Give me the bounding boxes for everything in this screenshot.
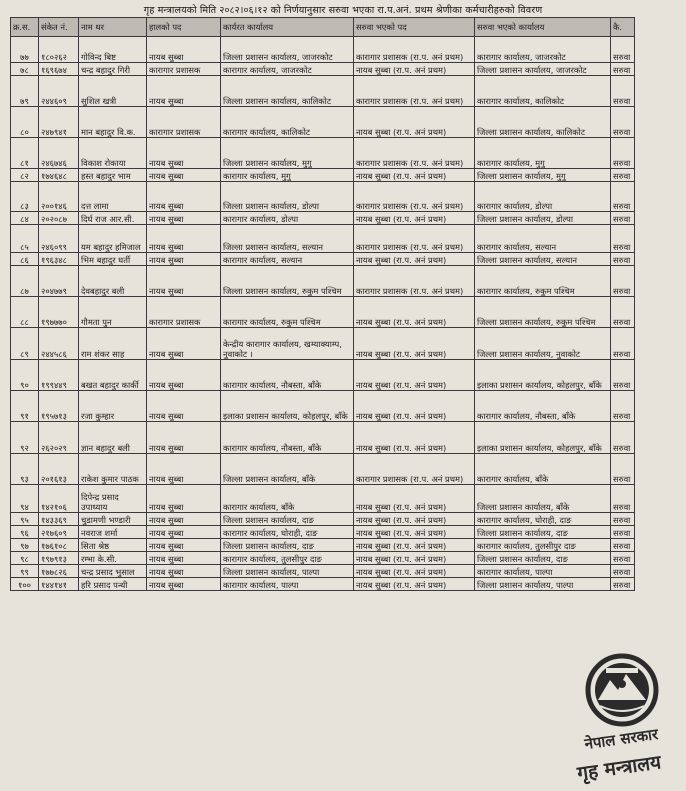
cell-remark: सरुवा	[611, 485, 635, 513]
cell-remark: सरुवा	[611, 138, 635, 169]
cell-office: कारागार कार्यालय, नौबस्ता, बाँके	[221, 360, 354, 391]
cell-code: २४४५८६	[39, 328, 79, 360]
cell-name: नवराज शर्मा	[79, 526, 147, 539]
cell-new-post: नायब सुब्बा (रा.प. अनं प्रथम)	[354, 107, 475, 138]
cell-sn: ८४	[11, 212, 39, 225]
table-row	[11, 253, 635, 266]
cell-new-office: इलाका प्रशासन कार्यालय, कोहलपुर, बाँके	[475, 422, 611, 454]
cell-new-office: जिल्ला प्रशासन कार्यालय, मुगु	[475, 169, 611, 182]
cell-office: कारागार कार्यालय, सल्यान	[221, 253, 354, 266]
cell-post: नायब सुब्बा	[147, 225, 221, 253]
header-new-post: सरुवा भएको पद	[354, 18, 475, 37]
cell-sn: ९२	[11, 422, 39, 454]
cell-code: १४३३६९	[39, 513, 79, 526]
cell-name: दत्त लामा	[79, 182, 147, 212]
table-row	[11, 225, 635, 253]
table-row	[11, 328, 635, 360]
cell-post: नायब सुब्बा	[147, 454, 221, 485]
cell-remark: सरुवा	[611, 225, 635, 253]
cell-code: १४४१४१	[39, 578, 79, 591]
cell-code: १९५७१३	[39, 391, 79, 422]
cell-office: कारागार कार्यालय, बाँके	[221, 485, 354, 513]
cell-remark: सरुवा	[611, 253, 635, 266]
cell-new-post: कारागार प्रशासक (रा.प. अनं प्रथम)	[354, 266, 475, 297]
table-row	[11, 212, 635, 225]
cell-code: १९७७७०	[39, 297, 79, 328]
cell-office: कारागार कार्यालय, घोराही, दाङ	[221, 526, 354, 539]
cell-name: हस्त बहादुर भाम	[79, 169, 147, 182]
government-seal	[562, 650, 682, 790]
cell-new-office: कारागार कार्यालय, रुकुम पश्चिम	[475, 266, 611, 297]
cell-code: १९९४४९	[39, 360, 79, 391]
cell-new-post: नायब सुब्बा (रा.प. अनं प्रथम)	[354, 63, 475, 76]
cell-new-post: नायब सुब्बा (रा.प. अनं प्रथम)	[354, 485, 475, 513]
cell-name: बखत बहादुर कार्की	[79, 360, 147, 391]
cell-sn: ९६	[11, 526, 39, 539]
cell-post: कारागार प्रशासक	[147, 63, 221, 76]
cell-sn: ८९	[11, 328, 39, 360]
table-row	[11, 513, 635, 526]
cell-remark: सरुवा	[611, 182, 635, 212]
cell-code: १८०२६२	[39, 37, 79, 63]
cell-new-post: कारागार प्रशासक (रा.प. अनं प्रथम)	[354, 454, 475, 485]
cell-code: १७४६४८	[39, 169, 79, 182]
cell-new-office: जिल्ला प्रशासन कार्यालय, कालिकोट	[475, 107, 611, 138]
cell-sn: ९८	[11, 552, 39, 565]
cell-new-post: नायब सुब्बा (रा.प. अनं प्रथम)	[354, 578, 475, 591]
seal-text-bottom: गृह मन्त्रालय	[575, 751, 663, 785]
cell-remark: सरुवा	[611, 328, 635, 360]
cell-remark: सरुवा	[611, 422, 635, 454]
cell-name: गौमता पुन	[79, 297, 147, 328]
cell-new-office: कारागार कार्यालय, कालिकोट	[475, 76, 611, 107]
table-header-row	[11, 18, 635, 37]
cell-code: १७७८२६	[39, 565, 79, 578]
cell-name: गोविन्द बिष्ट	[79, 37, 147, 63]
cell-post: नायब सुब्बा	[147, 138, 221, 169]
cell-code: २०१६१३	[39, 454, 79, 485]
cell-new-post: नायब सुब्बा (रा.प. अनं प्रथम)	[354, 552, 475, 565]
cell-code: २१७६०९	[39, 526, 79, 539]
cell-new-office: जिल्ला प्रशासन कार्यालय, सल्यान	[475, 253, 611, 266]
cell-office: कारागार कार्यालय, तुलसीपुर दाङ	[221, 552, 354, 565]
cell-post: नायब सुब्बा	[147, 539, 221, 552]
cell-post: नायब सुब्बा	[147, 360, 221, 391]
cell-post: नायब सुब्बा	[147, 212, 221, 225]
cell-remark: सरुवा	[611, 565, 635, 578]
cell-new-post: कारागार प्रशासक (रा.प. अनं प्रथम)	[354, 182, 475, 212]
header-office: कार्यरत कार्यालय	[221, 18, 354, 37]
cell-post: नायब सुब्बा	[147, 266, 221, 297]
cell-post: नायब सुब्बा	[147, 253, 221, 266]
cell-code: २४७९४१	[39, 107, 79, 138]
cell-post: नायब सुब्बा	[147, 76, 221, 107]
cell-remark: सरुवा	[611, 513, 635, 526]
cell-remark: सरुवा	[611, 107, 635, 138]
cell-office: कारागार कार्यालय, पाल्पा	[221, 578, 354, 591]
cell-sn: ८८	[11, 297, 39, 328]
cell-name: सिता श्रेष्ठ	[79, 539, 147, 552]
table-row	[11, 485, 635, 513]
cell-post: नायब सुब्बा	[147, 422, 221, 454]
cell-name: विकाश रोकाया	[79, 138, 147, 169]
cell-code: १९७९१३	[39, 552, 79, 565]
cell-name: ज्ञान बहादुर बली	[79, 422, 147, 454]
cell-sn: ९०	[11, 360, 39, 391]
cell-new-office: कारागार कार्यालय, बाँके	[475, 454, 611, 485]
cell-remark: सरुवा	[611, 526, 635, 539]
cell-sn: ८२	[11, 169, 39, 182]
cell-post: नायब सुब्बा	[147, 37, 221, 63]
cell-name: रजा कुम्हार	[79, 391, 147, 422]
cell-remark: सरुवा	[611, 76, 635, 107]
cell-new-office: जिल्ला प्रशासन कार्यालय, पाल्पा	[475, 578, 611, 591]
table-row	[11, 360, 635, 391]
cell-name: चुडामणी भण्डारी	[79, 513, 147, 526]
cell-sn: ७७	[11, 37, 39, 63]
cell-office: जिल्ला प्रशासन कार्यालय, मुगु	[221, 138, 354, 169]
table-row	[11, 454, 635, 485]
cell-new-post: नायब सुब्बा (रा.प. अनं प्रथम)	[354, 526, 475, 539]
cell-new-post: कारागार प्रशासक (रा.प. अनं प्रथम)	[354, 37, 475, 63]
header-code: संकेत नं.	[39, 18, 79, 37]
cell-post: नायब सुब्बा	[147, 485, 221, 513]
cell-name: चन्द्र प्रसाद भुसाल	[79, 565, 147, 578]
table-row	[11, 565, 635, 578]
header-sn: क्र.स.	[11, 18, 39, 37]
cell-new-office: कारागार कार्यालय, घोराही, दाङ	[475, 513, 611, 526]
cell-post: कारागार प्रशासक	[147, 297, 221, 328]
cell-post: कारागार प्रशासक	[147, 107, 221, 138]
cell-new-office: कारागार कार्यालय, जाजरकोट	[475, 37, 611, 63]
cell-code: १९६३४८	[39, 253, 79, 266]
cell-office: कारागार कार्यालय, जाजरकोट	[221, 63, 354, 76]
cell-remark: सरुवा	[611, 63, 635, 76]
cell-code: २४६७४६	[39, 138, 79, 169]
cell-post: नायब सुब्बा	[147, 391, 221, 422]
cell-name: सुशिल खत्री	[79, 76, 147, 107]
cell-name: देवबहादुर बली	[79, 266, 147, 297]
cell-code: २०४७७९	[39, 266, 79, 297]
cell-name: दिर्घ राज आर.सी.	[79, 212, 147, 225]
cell-remark: सरुवा	[611, 539, 635, 552]
cell-remark: सरुवा	[611, 212, 635, 225]
cell-new-office: कारागार कार्यालय, डोल्पा	[475, 182, 611, 212]
cell-new-office: कारागार कार्यालय, पाल्पा	[475, 565, 611, 578]
cell-code: २००१४६	[39, 182, 79, 212]
cell-new-post: कारागार प्रशासक (रा.प. अनं प्रथम)	[354, 138, 475, 169]
cell-name: रम्भा के.सी.	[79, 552, 147, 565]
cell-office: कारागार कार्यालय, डोल्पा	[221, 212, 354, 225]
cell-remark: सरुवा	[611, 37, 635, 63]
cell-new-office: जिल्ला प्रशासन कार्यालय, नुवाकोट	[475, 328, 611, 360]
cell-code: २४६०९९	[39, 225, 79, 253]
cell-name: राकेश कुमार पाठक	[79, 454, 147, 485]
table-row	[11, 182, 635, 212]
cell-post: नायब सुब्बा	[147, 169, 221, 182]
cell-post: नायब सुब्बा	[147, 182, 221, 212]
cell-name: दिपेन्द्र प्रसाद उपाध्याय	[79, 485, 147, 513]
transfer-table	[10, 17, 635, 591]
cell-sn: ८१	[11, 138, 39, 169]
header-remark: कै.	[611, 18, 635, 37]
cell-code: २६२०२९	[39, 422, 79, 454]
cell-remark: सरुवा	[611, 360, 635, 391]
document-title: गृह मन्त्रालयको मिति २०८२।०६।१२ को निर्णयानुसार सरुवा भएका रा.प.अनं. प्रथम श्रेणीका कर्मचारीहरुको विवरण	[143, 5, 543, 16]
cell-remark: सरुवा	[611, 266, 635, 297]
table-row	[11, 391, 635, 422]
table-row	[11, 107, 635, 138]
cell-sn: ८०	[11, 107, 39, 138]
table-row	[11, 266, 635, 297]
cell-office: जिल्ला प्रशासन कार्यालय, डोल्पा	[221, 182, 354, 212]
cell-sn: ७८	[11, 63, 39, 76]
cell-code: २०२०८७	[39, 212, 79, 225]
cell-post: नायब सुब्बा	[147, 578, 221, 591]
cell-new-office: जिल्ला प्रशासन कार्यालय, बाँके	[475, 485, 611, 513]
cell-code: १४२१०६	[39, 485, 79, 513]
cell-new-post: कारागार प्रशासक (रा.प. अनं प्रथम)	[354, 76, 475, 107]
cell-office: कारागार कार्यालय, मुगु	[221, 169, 354, 182]
cell-sn: ९५	[11, 513, 39, 526]
header-post: हालको पद	[147, 18, 221, 37]
cell-new-post: नायब सुब्बा (रा.प. अनं प्रथम)	[354, 539, 475, 552]
cell-new-office: जिल्ला प्रशासन कार्यालय, रुकुम पश्चिम	[475, 297, 611, 328]
cell-office: कारागार कार्यालय, कालिकोट	[221, 107, 354, 138]
cell-sn: ९७	[11, 539, 39, 552]
cell-new-post: नायब सुब्बा (रा.प. अनं प्रथम)	[354, 565, 475, 578]
cell-new-office: इलाका प्रशासन कार्यालय, कोहलपुर, बाँके	[475, 360, 611, 391]
cell-office: जिल्ला प्रशासन कार्यालय, जाजरकोट	[221, 37, 354, 63]
seal-text-top: नेपाल सरकार	[583, 724, 660, 754]
cell-remark: सरुवा	[611, 169, 635, 182]
cell-remark: सरुवा	[611, 454, 635, 485]
cell-code: २४४६०९	[39, 76, 79, 107]
cell-office: जिल्ला प्रशासन कार्यालय, सल्यान	[221, 225, 354, 253]
cell-new-post: नायब सुब्बा (रा.प. अनं प्रथम)	[354, 169, 475, 182]
table-row	[11, 169, 635, 182]
header-name: नाम थर	[79, 18, 147, 37]
cell-office: जिल्ला प्रशासन कार्यालय, बाँके	[221, 454, 354, 485]
cell-office: जिल्ला प्रशासन कार्यालय, रुकुम पश्चिम	[221, 266, 354, 297]
cell-new-post: नायब सुब्बा (रा.प. अनं प्रथम)	[354, 253, 475, 266]
cell-remark: सरुवा	[611, 391, 635, 422]
cell-new-post: नायब सुब्बा (रा.प. अनं प्रथम)	[354, 513, 475, 526]
cell-name: भिम बहादुर घर्ती	[79, 253, 147, 266]
cell-sn: ७९	[11, 76, 39, 107]
cell-office: केन्द्रीय कारागार कार्यालय, खम्याक्याम्प, नुवाकोट ।	[221, 328, 354, 360]
cell-name: यम बहादुर हमिजाल	[79, 225, 147, 253]
cell-name: हरि प्रसाद पन्थी	[79, 578, 147, 591]
cell-new-office: कारागार कार्यालय, तुलसीपुर दाङ	[475, 539, 611, 552]
table-row	[11, 422, 635, 454]
cell-new-post: नायब सुब्बा (रा.प. अनं प्रथम)	[354, 212, 475, 225]
cell-new-post: नायब सुब्बा (रा.प. अनं प्रथम)	[354, 360, 475, 391]
cell-office: कारागार कार्यालय, रुकुम पश्चिम	[221, 297, 354, 328]
cell-post: नायब सुब्बा	[147, 565, 221, 578]
cell-office: जिल्ला प्रशासन कार्यालय, कालिकोट	[221, 76, 354, 107]
table-row	[11, 539, 635, 552]
cell-office: जिल्ला प्रशासन कार्यालय, पाल्पा	[221, 565, 354, 578]
cell-name: राम शंकर साह	[79, 328, 147, 360]
table-row	[11, 297, 635, 328]
cell-remark: सरुवा	[611, 578, 635, 591]
cell-sn: ८५	[11, 225, 39, 253]
cell-new-office: कारागार कार्यालय, मुगु	[475, 138, 611, 169]
cell-new-post: नायब सुब्बा (रा.प. अनं प्रथम)	[354, 391, 475, 422]
table-row	[11, 76, 635, 107]
cell-new-post: नायब सुब्बा (रा.प. अनं प्रथम)	[354, 328, 475, 360]
table-row	[11, 138, 635, 169]
cell-post: नायब सुब्बा	[147, 328, 221, 360]
cell-new-office: कारागार कार्यालय, नौबस्ता, बाँके	[475, 391, 611, 422]
cell-sn: ८६	[11, 253, 39, 266]
cell-new-post: नायब सुब्बा (रा.प. अनं प्रथम)	[354, 297, 475, 328]
cell-office: इलाका प्रशासन कार्यालय, कोहलपुर, बाँके	[221, 391, 354, 422]
table-row	[11, 526, 635, 539]
cell-sn: ९४	[11, 485, 39, 513]
cell-new-office: कारागार कार्यालय, सल्यान	[475, 225, 611, 253]
cell-new-post: नायब सुब्बा (रा.प. अनं प्रथम)	[354, 422, 475, 454]
table-row	[11, 37, 635, 63]
cell-new-office: जिल्ला प्रशासन कार्यालय, दाङ	[475, 526, 611, 539]
cell-remark: सरुवा	[611, 552, 635, 565]
cell-post: नायब सुब्बा	[147, 526, 221, 539]
cell-office: जिल्ला प्रशासन कार्यालय, दाङ	[221, 513, 354, 526]
cell-post: नायब सुब्बा	[147, 552, 221, 565]
cell-sn: १००	[11, 578, 39, 591]
cell-post: नायब सुब्बा	[147, 513, 221, 526]
cell-new-office: जिल्ला प्रशासन कार्यालय, दाङ	[475, 552, 611, 565]
cell-sn: ८३	[11, 182, 39, 212]
header-new-office: सरुवा भएको कार्यालय	[475, 18, 611, 37]
cell-name: मान बहादुर वि.क.	[79, 107, 147, 138]
cell-name: चन्द्र बहादुर गिरी	[79, 63, 147, 76]
cell-sn: ९३	[11, 454, 39, 485]
cell-sn: ९९	[11, 565, 39, 578]
table-row	[11, 578, 635, 591]
cell-office: जिल्ला प्रशासन कार्यालय, दाङ	[221, 539, 354, 552]
cell-remark: सरुवा	[611, 297, 635, 328]
cell-code: १७६१०८	[39, 539, 79, 552]
cell-code: १६९६७४	[39, 63, 79, 76]
cell-new-post: कारागार प्रशासक (रा.प. अनं प्रथम)	[354, 225, 475, 253]
cell-office: कारागार कार्यालय, नौबस्ता, बाँके	[221, 422, 354, 454]
cell-sn: ९१	[11, 391, 39, 422]
cell-new-office: जिल्ला प्रशासन कार्यालय, डोल्पा	[475, 212, 611, 225]
table-row	[11, 552, 635, 565]
table-row	[11, 63, 635, 76]
cell-sn: ८७	[11, 266, 39, 297]
cell-new-office: जिल्ला प्रशासन कार्यालय, जाजरकोट	[475, 63, 611, 76]
